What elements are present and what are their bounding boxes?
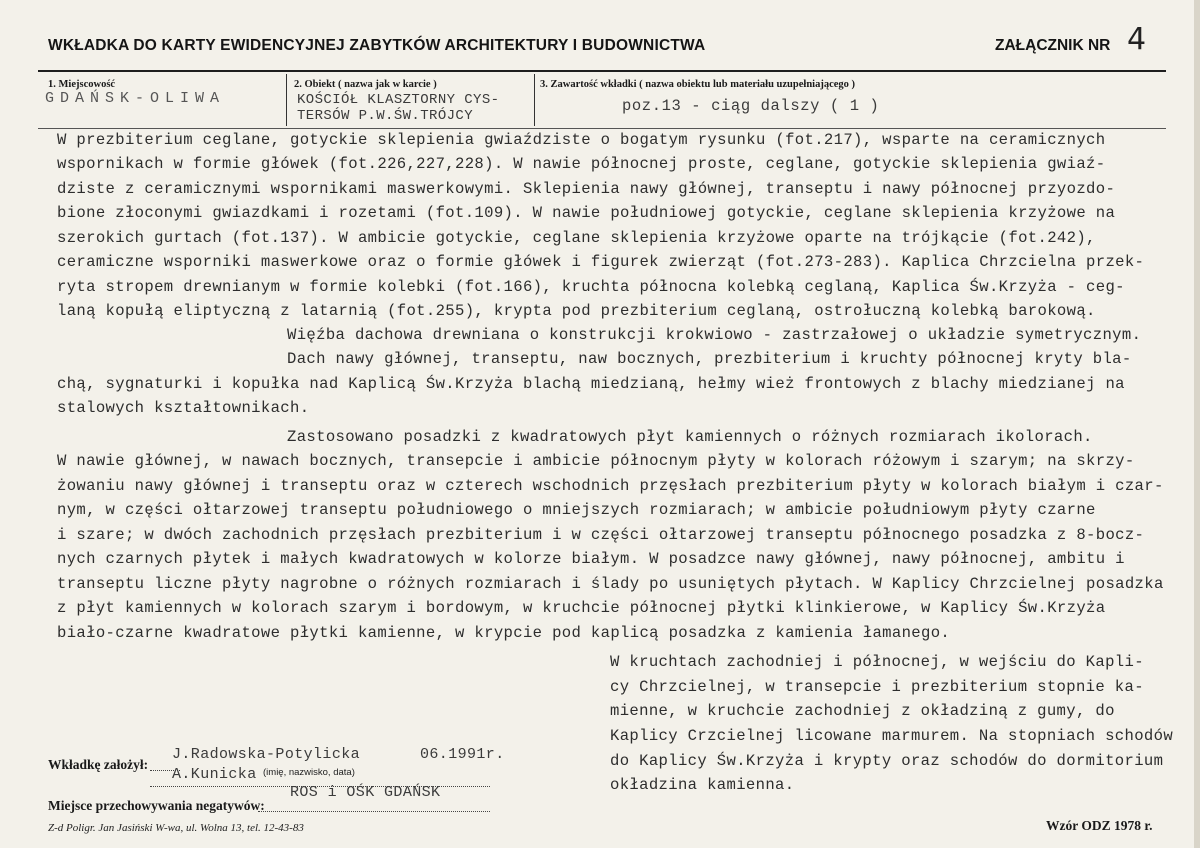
author-label: Wkładkę założył: (48, 757, 149, 772)
text-line: okładzina kamienna. (610, 776, 795, 794)
text-line: do Kaplicy Św.Krzyża i krypty oraz schodów do dormitorium (610, 752, 1164, 770)
annex-label: ZAŁĄCZNIK NR (995, 37, 1111, 54)
text-line: nych czarnych płytek i małych kwadratowych w kolorze białym. W posadzce nawy głównej, nawy północnej, ambitu i (57, 550, 1125, 568)
storage-label: Miejsce przechowywania negatywów: (48, 798, 265, 813)
scan-edge (1194, 0, 1200, 848)
text-line: nym, w części ołtarzowej transeptu południowego o mniejszych rozmiarach; w ambicie południowym płyty czarne (57, 501, 1096, 519)
text-line: mienne, w kruchcie zachodniej z okładziną z gumy, do (610, 702, 1115, 720)
storage-dotted-line (258, 811, 490, 812)
form-title: WKŁADKA DO KARTY EWIDENCYJNEJ ZABYTKÓW ARCHITEKTURY I BUDOWNICTWA (48, 37, 706, 54)
text-line: szerokich gurtach (fot.137). W ambicie gotyckie, ceglane sklepienia krzyżowe oparte na trójkącie (fot.242), (57, 229, 1096, 247)
fields-rule (38, 128, 1166, 129)
text-line: Dach nawy głównej, transeptu, naw bocznych, prezbiterium i kruchty północnej kryty bla- (287, 350, 1132, 368)
text-line: stalowych kształtownikach. (57, 399, 310, 417)
text-line: ceramiczne wsporniki maswerkowe oraz o formie główek i figurek zwierząt (fot.273-283). Kaplica Chrzcielna przek- (57, 253, 1145, 271)
text-line: biało-czarne kwadratowe płytki kamienne, w krypcie pod kaplicą posadzka z kamienia łamanego. (57, 624, 951, 642)
text-line: z płyt kamiennych w kolorach szarym i bordowym, w kruchcie północnej płytki klinkierowe, w Kaplicy Św.Krzyża (57, 599, 1106, 617)
field-separator-2 (534, 74, 535, 126)
storage-value: ROS i OŚK GDAŃSK (290, 784, 441, 801)
annex-number: 4 (1127, 22, 1147, 57)
location-value: GDAŃSK-OLIWA (45, 90, 226, 107)
object-label: 2. Obiekt ( nazwa jak w karcie ) (294, 79, 437, 90)
text-line: dziste z ceramicznymi wspornikami maswerkowymi. Sklepienia nawy głównej, transeptu i nawy północnej przyozdo- (57, 180, 1116, 198)
text-line: laną kopułą eliptyczną z latarnią (fot.255), krypta pod prezbiterium ceglaną, ostrołuczną kolebką barokową. (57, 302, 1096, 320)
printer-imprint: Z-d Poligr. Jan Jasiński W-wa, ul. Wolna 13, tel. 12-43-83 (48, 822, 304, 834)
text-line: wspornikach w formie główek (fot.226,227,228). W nawie północnej proste, ceglane, gotyckie sklepienia gwiaź- (57, 155, 1106, 173)
author-hint: (imię, nazwisko, data) (263, 767, 355, 778)
author-name-2: A.Kunicka (172, 766, 257, 783)
text-line: cy Chrzcielnej, w transepcie i prezbiterium stopnie ka- (610, 678, 1144, 696)
text-line: Zastosowano posadzki z kwadratowych płyt kamiennych o różnych rozmiarach ikolorach. (287, 428, 1093, 446)
object-value-line2: TERSÓW P.W.ŚW.TRÓJCY (297, 108, 474, 124)
field-separator-1 (286, 74, 287, 126)
text-line: i szare; w dwóch zachodnich przęsłach prezbiterium i w części ołtarzowej transeptu północnego posadzka z 8-bocz- (57, 526, 1145, 544)
text-line: transeptu liczne płyty nagrobne o różnych rozmiarach i ślady po usuniętych płytach. W Kaplicy Chrzcielnej posadzka (57, 575, 1164, 593)
text-line: ryta stropem drewnianym w formie kolebki (fot.166), kruchta północna kolebką ceglaną, Kaplica Św.Krzyża - ceg- (57, 278, 1125, 296)
text-line: Więźba dachowa drewniana o konstrukcji krokwiowo - zastrzałowej o układzie symetrycznym. (287, 326, 1142, 344)
text-line: Kaplicy Crzcielnej licowane marmurem. Na stopniach schodów (610, 727, 1174, 745)
text-line: bione złoconymi gwiazdkami i rozetami (fot.109). W nawie południowej gotyckie, ceglane sklepienia krzyżowe na (57, 204, 1116, 222)
text-line: żowaniu nawy głównej i transeptu oraz w czterech wschodnich przęsłach prezbiterium płyty w kolorach białym i czar- (57, 477, 1164, 495)
text-line: W kruchtach zachodniej i północnej, w wejściu do Kapli- (610, 653, 1144, 671)
content-label: 3. Zawartość wkładki ( nazwa obiektu lub materiału uzupełniającego ) (540, 79, 856, 90)
text-line: W nawie głównej, w nawach bocznych, transepcie i ambicie północnym płyty w kolorach różowym i szarym; na skrzy- (57, 452, 1135, 470)
text-line: W prezbiterium ceglane, gotyckie sklepienia gwiaździste o bogatym rysunku (fot.217), wsparte na ceramicznych (57, 131, 1106, 149)
location-label: 1. Miejscowość (48, 79, 116, 90)
text-line: chą, sygnaturki i kopułka nad Kaplicą Św.Krzyża blachą miedzianą, hełmy wież frontowych z blachy miedzianej na (57, 375, 1125, 393)
author-name-1: J.Radowska-Potylicka (172, 746, 361, 763)
header-rule (38, 70, 1166, 72)
form-version: Wzór ODZ 1978 r. (1046, 818, 1153, 833)
object-value-line1: KOŚCIÓŁ KLASZTORNY CYS- (297, 92, 500, 108)
author-date: 06.1991r. (420, 746, 505, 763)
content-value: poz.13 - ciąg dalszy ( 1 ) (622, 97, 880, 115)
